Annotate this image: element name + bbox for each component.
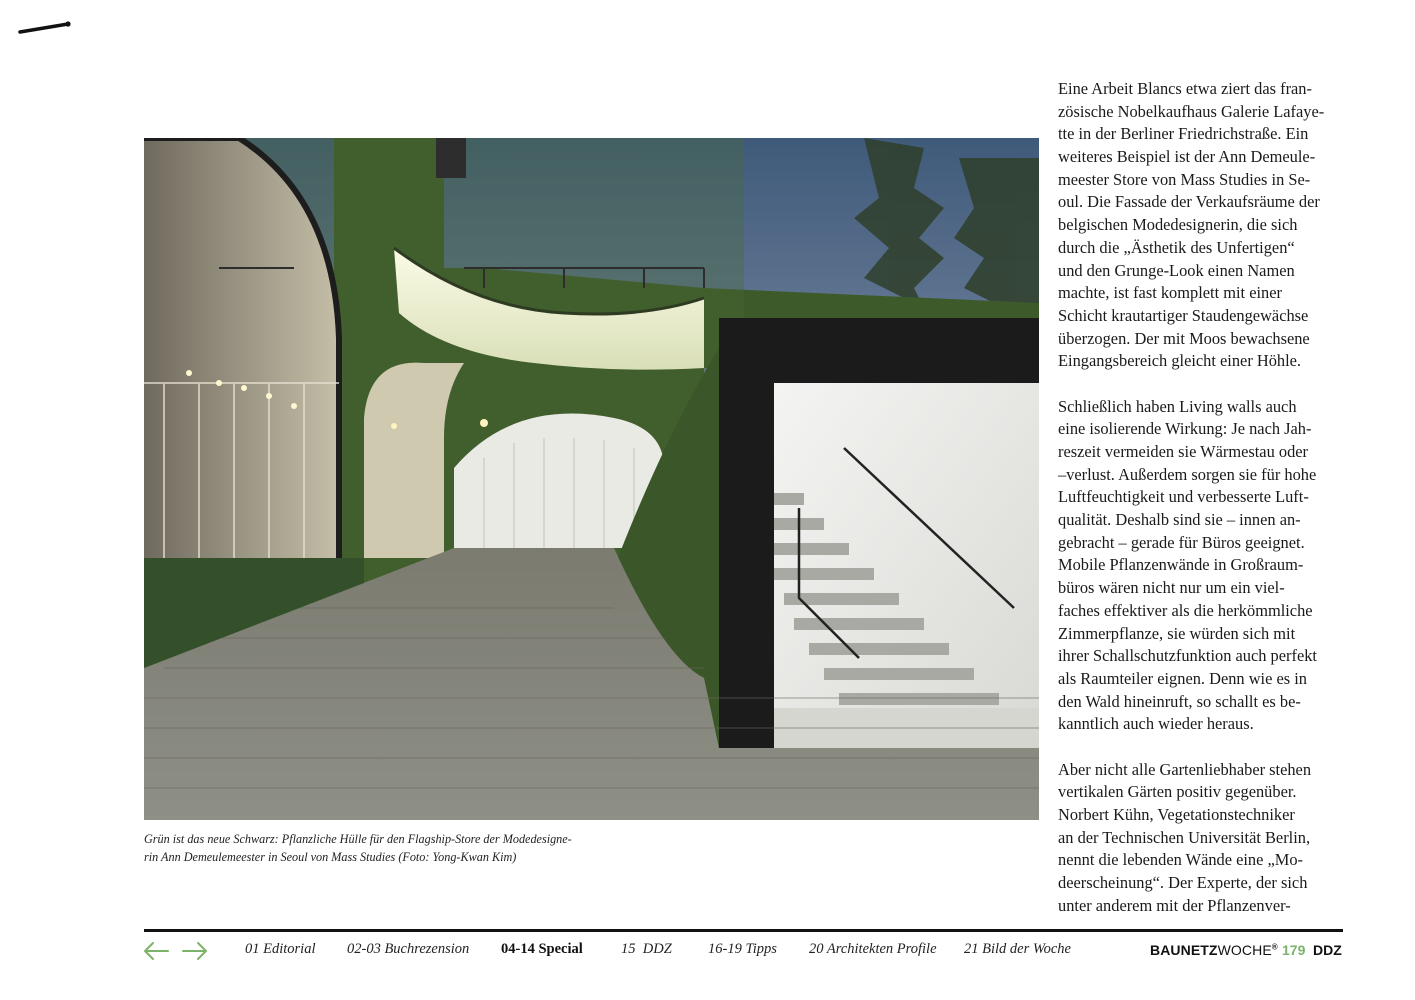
text-line: vertikalen Gärten positiv gegenüber. xyxy=(1058,782,1297,802)
issue-number: 179 xyxy=(1282,942,1306,958)
brand-light: WOCHE xyxy=(1217,942,1272,958)
article-paragraph xyxy=(1058,396,1358,736)
article-column xyxy=(1058,78,1358,940)
footer-rule xyxy=(144,929,1343,932)
text-line: qualität. Deshalb sind sie – innen an- xyxy=(1058,510,1301,530)
text-line: machte, ist fast komplett mit einer xyxy=(1058,283,1282,303)
article-paragraph xyxy=(1058,759,1358,918)
text-line: reszeit vermeiden sie Wärmestau oder xyxy=(1058,442,1308,461)
brand-registered-mark: ® xyxy=(1271,942,1278,952)
text-line: büros wären nicht nur um ein viel- xyxy=(1058,578,1285,598)
text-line: ihrer Schallschutzfunktion auch perfekt xyxy=(1058,646,1317,666)
text-line: weiteres Beispiel ist der Ann Demeule- xyxy=(1058,147,1316,167)
text-line: eine isolierende Wirkung: Je nach Jah- xyxy=(1058,419,1312,439)
arrow-left-icon[interactable] xyxy=(142,940,170,962)
nav-item-architekten-profile[interactable]: 20 Architekten Profile xyxy=(809,941,937,957)
ddz-label: DDZ xyxy=(1313,942,1342,958)
text-line: –verlust. Außerdem sorgen sie für hohe xyxy=(1058,464,1317,484)
text-line: kanntlich auch wieder heraus. xyxy=(1058,714,1254,734)
nav-item-tipps[interactable]: 16-19 Tipps xyxy=(708,941,777,957)
text-line: gebracht – gerade für Büros geeignet. xyxy=(1058,532,1305,552)
text-line: durch die „Ästhetik des Unfertigen“ xyxy=(1058,237,1295,257)
brand-bold: BAUNETZ xyxy=(1150,942,1218,958)
text-line: Luftfeuchtigkeit und verbesserte Luft- xyxy=(1058,487,1309,507)
logo-dash-mark xyxy=(18,18,72,36)
caption-line: rin Ann Demeulemeester in Seoul von Mass Studies (Foto: Yong-Kwan Kim) xyxy=(144,850,517,864)
text-line: als Raumteiler eignen. Denn wie es in xyxy=(1058,668,1307,688)
text-line: oul. Die Fassade der Verkaufsräume der xyxy=(1058,192,1320,212)
text-line: Norbert Kühn, Vegetationstechniker xyxy=(1058,805,1295,824)
text-line: Aber nicht alle Gartenliebhaber stehen xyxy=(1058,759,1312,779)
text-line: Mobile Pflanzenwände in Großraum- xyxy=(1058,555,1304,575)
text-line: Eingangsbereich gleicht einer Höhle. xyxy=(1058,351,1302,371)
text-line: meester Store von Mass Studies in Se- xyxy=(1058,169,1311,189)
text-line: unter anderem mit der Pflanzenver- xyxy=(1058,895,1291,915)
article-paragraph xyxy=(1058,78,1358,373)
text-line: Zimmerpflanze, sie würden sich mit xyxy=(1058,623,1296,643)
text-line: und den Grunge-Look einen Namen xyxy=(1058,260,1295,280)
nav-item-ddz[interactable]: 15 DDZ xyxy=(621,941,672,957)
caption-line: Grün ist das neue Schwarz: Pflanzliche Hülle für den Flagship-Store der Modedesigne- xyxy=(144,832,572,846)
text-line: Schicht krautartiger Staudengewächse xyxy=(1058,305,1309,325)
nav-item-special[interactable]: 04-14 Special xyxy=(501,941,583,957)
nav-item-buchrezension[interactable]: 02-03 Buchrezension xyxy=(347,941,470,957)
text-line: Schließlich haben Living walls auch xyxy=(1058,396,1297,416)
text-line: Eine Arbeit Blancs etwa ziert das fran- xyxy=(1058,79,1312,98)
text-line: faches effektiver als die herkömmliche xyxy=(1058,600,1313,620)
text-line: deerscheinung“. Der Experte, der sich xyxy=(1058,873,1308,893)
nav-item-editorial[interactable]: 01 Editorial xyxy=(245,941,316,957)
storefront-photo xyxy=(144,138,1039,820)
text-line: den Wald hineinruft, so schallt es be- xyxy=(1058,691,1301,711)
text-line: an der Technischen Universität Berlin, xyxy=(1058,827,1311,847)
text-line: zösische Nobelkaufhaus Galerie Lafaye- xyxy=(1058,101,1325,121)
text-line: nennt die lebenden Wände eine „Mo- xyxy=(1058,850,1304,870)
nav-item-bild-der-woche[interactable]: 21 Bild der Woche xyxy=(964,941,1071,957)
photo-caption xyxy=(144,830,644,866)
text-line: tte in der Berliner Friedrichstraße. Ein xyxy=(1058,124,1309,144)
text-line: belgischen Modedesignerin, die sich xyxy=(1058,215,1298,235)
arrow-right-icon[interactable] xyxy=(181,940,209,962)
text-line: überzogen. Der mit Moos bewachsene xyxy=(1058,328,1310,348)
brand-logo xyxy=(1150,942,1278,958)
